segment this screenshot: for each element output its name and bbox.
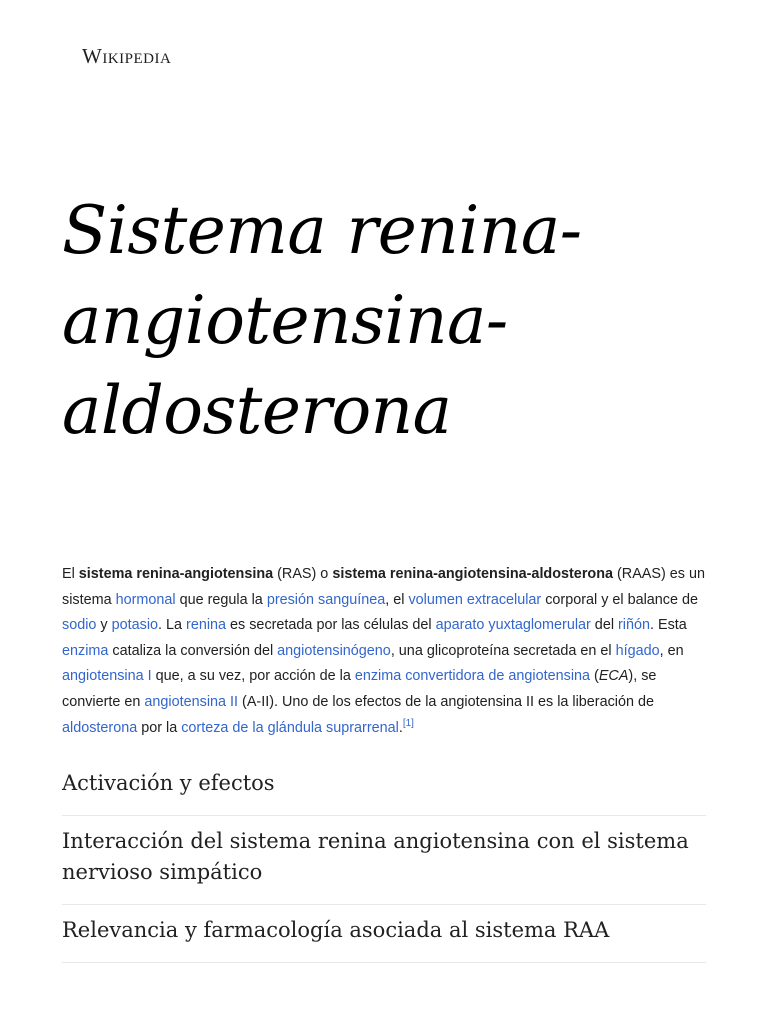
article-link[interactable]: sodio <box>62 617 97 634</box>
text-segment: cataliza la conversión del <box>108 642 278 659</box>
article-link[interactable]: renina <box>186 617 227 634</box>
article-link[interactable]: corteza de la glándula suprarrenal <box>181 719 399 736</box>
reference-link[interactable]: [1] <box>402 717 414 729</box>
text-segment: por la <box>137 719 182 736</box>
text-segment: El <box>62 566 79 582</box>
article-link[interactable]: enzima convertidora de angiotensina <box>354 668 591 685</box>
article-link[interactable]: angiotensina I <box>62 668 152 685</box>
article-link[interactable]: enzima <box>62 642 109 659</box>
section-heading[interactable]: Interacción del sistema renina angiotensina con el sistema nervioso simpático <box>62 816 706 905</box>
text-segment: corporal y el balance de <box>541 591 699 608</box>
section-list <box>62 758 706 963</box>
article-link[interactable]: aldosterona <box>62 719 138 736</box>
bold-term: sistema renina-angiotensina <box>78 566 274 582</box>
text-segment: que, a su vez, por acción de la <box>151 668 355 685</box>
wikipedia-logo[interactable]: Wikipedia <box>82 44 172 68</box>
text-segment: es secretada por las células del <box>226 617 436 634</box>
section-heading[interactable]: Relevancia y farmacología asociada al sistema RAA <box>62 905 706 963</box>
article-link[interactable]: presión sanguínea <box>266 591 386 608</box>
article-link[interactable]: potasio <box>111 617 159 634</box>
italic-term: ECA <box>598 668 629 685</box>
reference-superscript <box>403 718 414 729</box>
article-link[interactable]: riñón <box>618 617 651 634</box>
text-segment: , el <box>385 591 409 608</box>
text-segment: . La <box>158 617 187 634</box>
text-segment: (A-II). Uno de los efectos de la angiotensina II es la liberación de <box>238 693 654 710</box>
text-segment: del <box>590 617 619 634</box>
text-segment: , una glicoproteína secretada en el <box>390 642 616 659</box>
text-segment: ), se convierte en <box>62 668 657 710</box>
text-segment: y <box>96 617 112 634</box>
article-link[interactable]: hormonal <box>115 591 176 608</box>
text-segment: ( <box>590 668 599 685</box>
text-segment: (RAAS) es un sistema <box>62 566 705 608</box>
article-link[interactable]: aparato yuxtaglomerular <box>435 617 591 634</box>
text-segment: (RAS) o <box>273 566 333 582</box>
text-segment: . Esta <box>650 617 687 634</box>
article-link[interactable]: hígado <box>615 642 660 659</box>
article-link[interactable]: volumen extracelular <box>408 591 542 608</box>
bold-term: sistema renina-angiotensina-aldosterona <box>332 566 614 582</box>
section-heading[interactable]: Activación y efectos <box>62 758 706 816</box>
text-segment: . <box>398 719 403 736</box>
page-title: Sistema renina-angiotensina-aldosterona <box>62 192 582 449</box>
text-segment: , en <box>659 642 684 659</box>
article-link[interactable]: angiotensinógeno <box>277 642 391 659</box>
article-link[interactable]: angiotensina II <box>144 693 239 710</box>
intro-paragraph <box>62 562 708 741</box>
text-segment: que regula la <box>175 591 267 608</box>
